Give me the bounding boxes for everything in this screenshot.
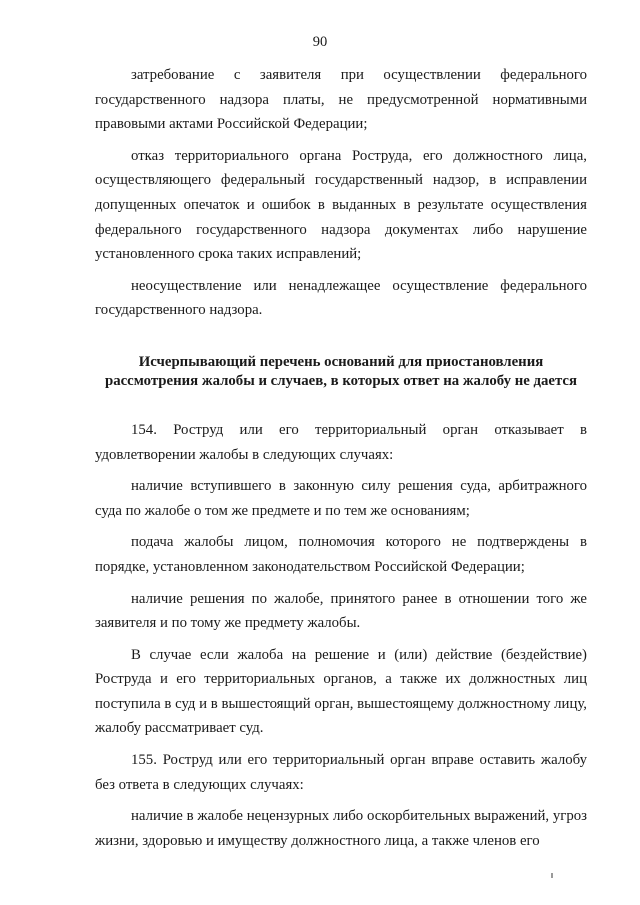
paragraph-unconfirmed-authority: подача жалобы лицом, полномочия которого не подтверждены в порядке, установленном законодательством Российской Федерации; (95, 534, 587, 575)
document-body (95, 63, 587, 860)
paragraph-155: 155. Роструд или его территориальный орган вправе оставить жалобу без ответа в следующих случаях: (95, 752, 587, 793)
scan-artifact (551, 873, 553, 878)
section-heading-line-2: рассмотрения жалобы и случаев, в которых ответ на жалобу не дается (104, 372, 577, 389)
paragraph-court-and-superior: В случае если жалоба на решение и (или) действие (бездействие) Роструда и его территориальных органов, а также их должностных лиц поступила в суд и в вышестоящий орган, вышестоящему должностному лицу, жалобу рассматривает суд. (95, 646, 588, 737)
paragraph-fee-demand: затребование с заявителя при осуществлении федерального государственного надзора платы, не предусмотренной нормативными правовыми актами Российской Федерации; (95, 67, 587, 133)
paragraph-obscene-language: наличие в жалобе нецензурных либо оскорбительных выражений, угроз жизни, здоровью и имуществу должностного лица, а также членов его (95, 808, 587, 849)
paragraph-nonperformance: неосуществление или ненадлежащее осуществление федерального государственного надзора. (95, 277, 587, 319)
section-heading (95, 353, 587, 391)
paragraph-correction-refusal: отказ территориального органа Роструда, его должностного лица, осуществляющего федеральный государственный надзор, в исправлении допущенных опечаток и ошибок в выданных в результате осуществления федерального государственного надзора документах либо нарушение установленного срока таких исправлений; (95, 147, 587, 263)
paragraph-court-decision: наличие вступившего в законную силу решения суда, арбитражного суда по жалобе о том же предмете и по тем же основаниям; (95, 478, 587, 519)
page-number: 90 (312, 34, 328, 50)
section-heading-line-1: Исчерпывающий перечень оснований для приостановления (138, 353, 544, 370)
paragraph-prior-decision: наличие решения по жалобе, принятого ранее в отношении того же заявителя и по тому же предмету жалобы. (95, 590, 587, 632)
paragraph-154: 154. Роструд или его территориальный орган отказывает в удовлетворении жалобы в следующих случаях: (95, 421, 587, 463)
